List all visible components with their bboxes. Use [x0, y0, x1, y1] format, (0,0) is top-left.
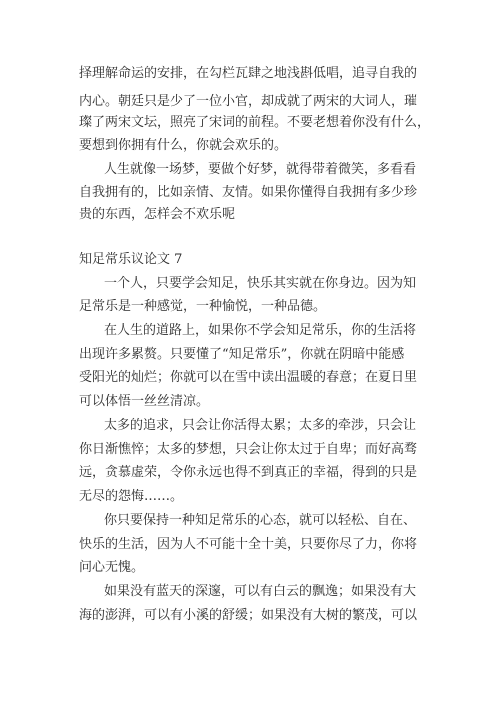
text-line: 一个人，只要学会知足，快乐其实就在你身边。因为知 [104, 276, 417, 291]
text-line: 可以体悟一丝丝清凉。 [79, 394, 210, 409]
section-heading: 知足常乐议论文 7 [79, 252, 183, 267]
text-line: 择理解命运的安排，在勾栏瓦肆之地浅斟低唱，追寻自我的 [79, 66, 418, 81]
text-line: 你只要保持一种知足常乐的心态，就可以轻松、自在、 [104, 513, 417, 528]
text-line: 无尽的怨悔……。 [79, 489, 184, 504]
text-line: 足常乐是一种感觉，一种愉悦，一种品德。 [79, 299, 327, 314]
text-line: 在人生的道路上，如果你不学会知足常乐，你的生活将 [104, 323, 417, 338]
text-line: 自我拥有的，比如亲情、友情。如果你懂得自我拥有多少珍 [79, 185, 418, 200]
text-line: 受阳光的灿烂；你就可以在雪中读出温暖的春意；在夏日里 [79, 370, 418, 385]
text-line: 贵的东西，怎样会不欢乐呢 [79, 207, 236, 222]
text-line: 要想到你拥有什么，你就会欢乐的。 [79, 138, 288, 153]
text-line: 璨了两宋文坛，照亮了宋词的前程。不要老想着你没有什么， [79, 115, 431, 130]
text-line: 远，贪慕虚荣，令你永远也得不到真正的幸福，得到的只是 [79, 465, 418, 480]
text-line: 快乐的生活，因为人不可能十全十美，只要你尽了力，你将 [79, 537, 418, 552]
text-line: 如果没有蓝天的深邃，可以有白云的飘逸；如果没有大 [104, 584, 417, 599]
text-line: 海的澎湃，可以有小溪的舒缓；如果没有大树的繁茂，可以 [79, 608, 418, 623]
text-line: 内心。朝廷只是少了一位小官，却成就了两宋的大词人，璀 [79, 94, 418, 109]
text-line: 你日渐憔悴；太多的梦想，只会让你太过于自卑；而好高骛 [79, 442, 418, 457]
text-line: 出现许多累赘。只要懂了“知足常乐”，你就在阴暗中能感 [79, 347, 405, 362]
text-line: 太多的追求，只会让你活得太累；太多的牵涉，只会让 [104, 418, 417, 433]
text-line: 人生就像一场梦，要做个好梦，就得带着微笑，多看看 [104, 162, 417, 177]
text-line: 问心无愧。 [79, 560, 145, 575]
